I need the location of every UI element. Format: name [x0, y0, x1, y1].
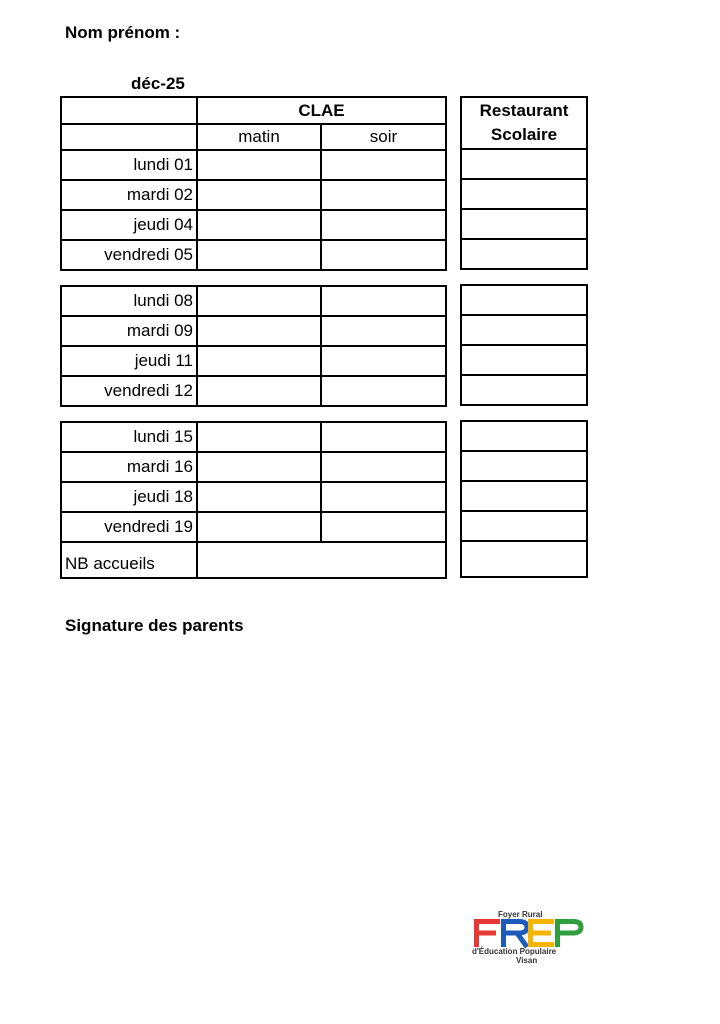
name-label: Nom prénom : — [65, 23, 181, 42]
day-row — [61, 316, 446, 346]
col-matin: matin — [197, 124, 321, 150]
day-label: lundi 08 — [61, 286, 197, 316]
day-label: mardi 02 — [61, 180, 197, 210]
empty-header-cell — [61, 124, 197, 150]
day-label: jeudi 11 — [61, 346, 197, 376]
frep-logo — [472, 910, 584, 975]
restaurant-total-row — [461, 541, 587, 577]
matin-cell[interactable] — [197, 210, 321, 240]
logo-line1: Foyer Rural — [498, 910, 543, 919]
logo-letter-p — [558, 922, 582, 948]
day-label: mardi 16 — [61, 452, 197, 482]
clae-title: CLAE — [197, 97, 446, 124]
restaurant-title-line2: Scolaire — [490, 125, 558, 144]
empty-header-cell — [61, 97, 197, 124]
logo-line3: d'Éducation Populaire — [472, 947, 557, 956]
total-row — [61, 542, 446, 578]
restaurant-row — [461, 345, 587, 375]
soir-cell[interactable] — [321, 150, 446, 180]
month-label: déc-25 — [131, 74, 185, 93]
matin-cell[interactable] — [197, 316, 321, 346]
restaurant-cell[interactable] — [461, 375, 587, 405]
restaurant-cell[interactable] — [461, 149, 587, 179]
soir-cell[interactable] — [321, 180, 446, 210]
restaurant-cell[interactable] — [461, 239, 587, 269]
restaurant-row — [461, 209, 587, 239]
restaurant-row — [461, 511, 587, 541]
day-row — [61, 452, 446, 482]
total-label: NB accueils — [61, 542, 197, 578]
matin-cell[interactable] — [197, 482, 321, 512]
soir-cell[interactable] — [321, 346, 446, 376]
restaurant-row — [461, 315, 587, 345]
soir-cell[interactable] — [321, 376, 446, 406]
day-label: lundi 01 — [61, 150, 197, 180]
spacer-cell — [61, 270, 446, 286]
spacer-cell — [461, 269, 587, 285]
soir-cell[interactable] — [321, 286, 446, 316]
restaurant-cell[interactable] — [461, 451, 587, 481]
day-row — [61, 422, 446, 452]
restaurant-cell[interactable] — [461, 481, 587, 511]
day-row — [61, 150, 446, 180]
day-row — [61, 512, 446, 542]
day-label: vendredi 12 — [61, 376, 197, 406]
matin-cell[interactable] — [197, 346, 321, 376]
restaurant-row — [461, 149, 587, 179]
soir-cell[interactable] — [321, 240, 446, 270]
restaurant-row — [461, 451, 587, 481]
matin-cell[interactable] — [197, 452, 321, 482]
logo-letter-e — [531, 922, 555, 945]
soir-cell[interactable] — [321, 316, 446, 346]
restaurant-row — [461, 481, 587, 511]
day-label: mardi 09 — [61, 316, 197, 346]
matin-cell[interactable] — [197, 180, 321, 210]
week-spacer — [61, 270, 446, 286]
matin-cell[interactable] — [197, 286, 321, 316]
restaurant-cell[interactable] — [461, 345, 587, 375]
soir-cell[interactable] — [321, 422, 446, 452]
clae-table — [60, 96, 447, 579]
week-spacer — [461, 269, 587, 285]
day-row — [61, 180, 446, 210]
total-cell[interactable] — [197, 542, 446, 578]
day-row — [61, 240, 446, 270]
soir-cell[interactable] — [321, 482, 446, 512]
restaurant-cell[interactable] — [461, 209, 587, 239]
spacer-cell — [61, 406, 446, 422]
restaurant-row — [461, 285, 587, 315]
day-row — [61, 346, 446, 376]
restaurant-row — [461, 421, 587, 451]
restaurant-cell[interactable] — [461, 285, 587, 315]
restaurant-row — [461, 179, 587, 209]
matin-cell[interactable] — [197, 422, 321, 452]
soir-cell[interactable] — [321, 452, 446, 482]
restaurant-cell[interactable] — [461, 315, 587, 345]
day-label: vendredi 19 — [61, 512, 197, 542]
restaurant-total-cell[interactable] — [461, 541, 587, 577]
soir-cell[interactable] — [321, 210, 446, 240]
day-row — [61, 482, 446, 512]
day-row — [61, 210, 446, 240]
restaurant-cell[interactable] — [461, 179, 587, 209]
restaurant-title — [461, 97, 587, 149]
matin-cell[interactable] — [197, 512, 321, 542]
week-spacer — [61, 406, 446, 422]
signature-label: Signature des parents — [65, 616, 244, 635]
day-row — [61, 376, 446, 406]
restaurant-title-line1: Restaurant — [479, 101, 569, 120]
matin-cell[interactable] — [197, 376, 321, 406]
day-row — [61, 286, 446, 316]
logo-letter-r — [504, 922, 528, 948]
soir-cell[interactable] — [321, 512, 446, 542]
restaurant-cell[interactable] — [461, 421, 587, 451]
restaurant-row — [461, 375, 587, 405]
matin-cell[interactable] — [197, 240, 321, 270]
matin-cell[interactable] — [197, 150, 321, 180]
restaurant-cell[interactable] — [461, 511, 587, 541]
logo-line4: Visan — [516, 956, 538, 965]
col-soir: soir — [321, 124, 446, 150]
restaurant-table — [460, 96, 588, 578]
day-label: vendredi 05 — [61, 240, 197, 270]
day-label: jeudi 04 — [61, 210, 197, 240]
day-label: jeudi 18 — [61, 482, 197, 512]
logo-letter-f — [477, 922, 501, 948]
spacer-cell — [461, 405, 587, 421]
frep-acronym-logo — [472, 919, 584, 949]
restaurant-row — [461, 239, 587, 269]
week-spacer — [461, 405, 587, 421]
day-label: lundi 15 — [61, 422, 197, 452]
